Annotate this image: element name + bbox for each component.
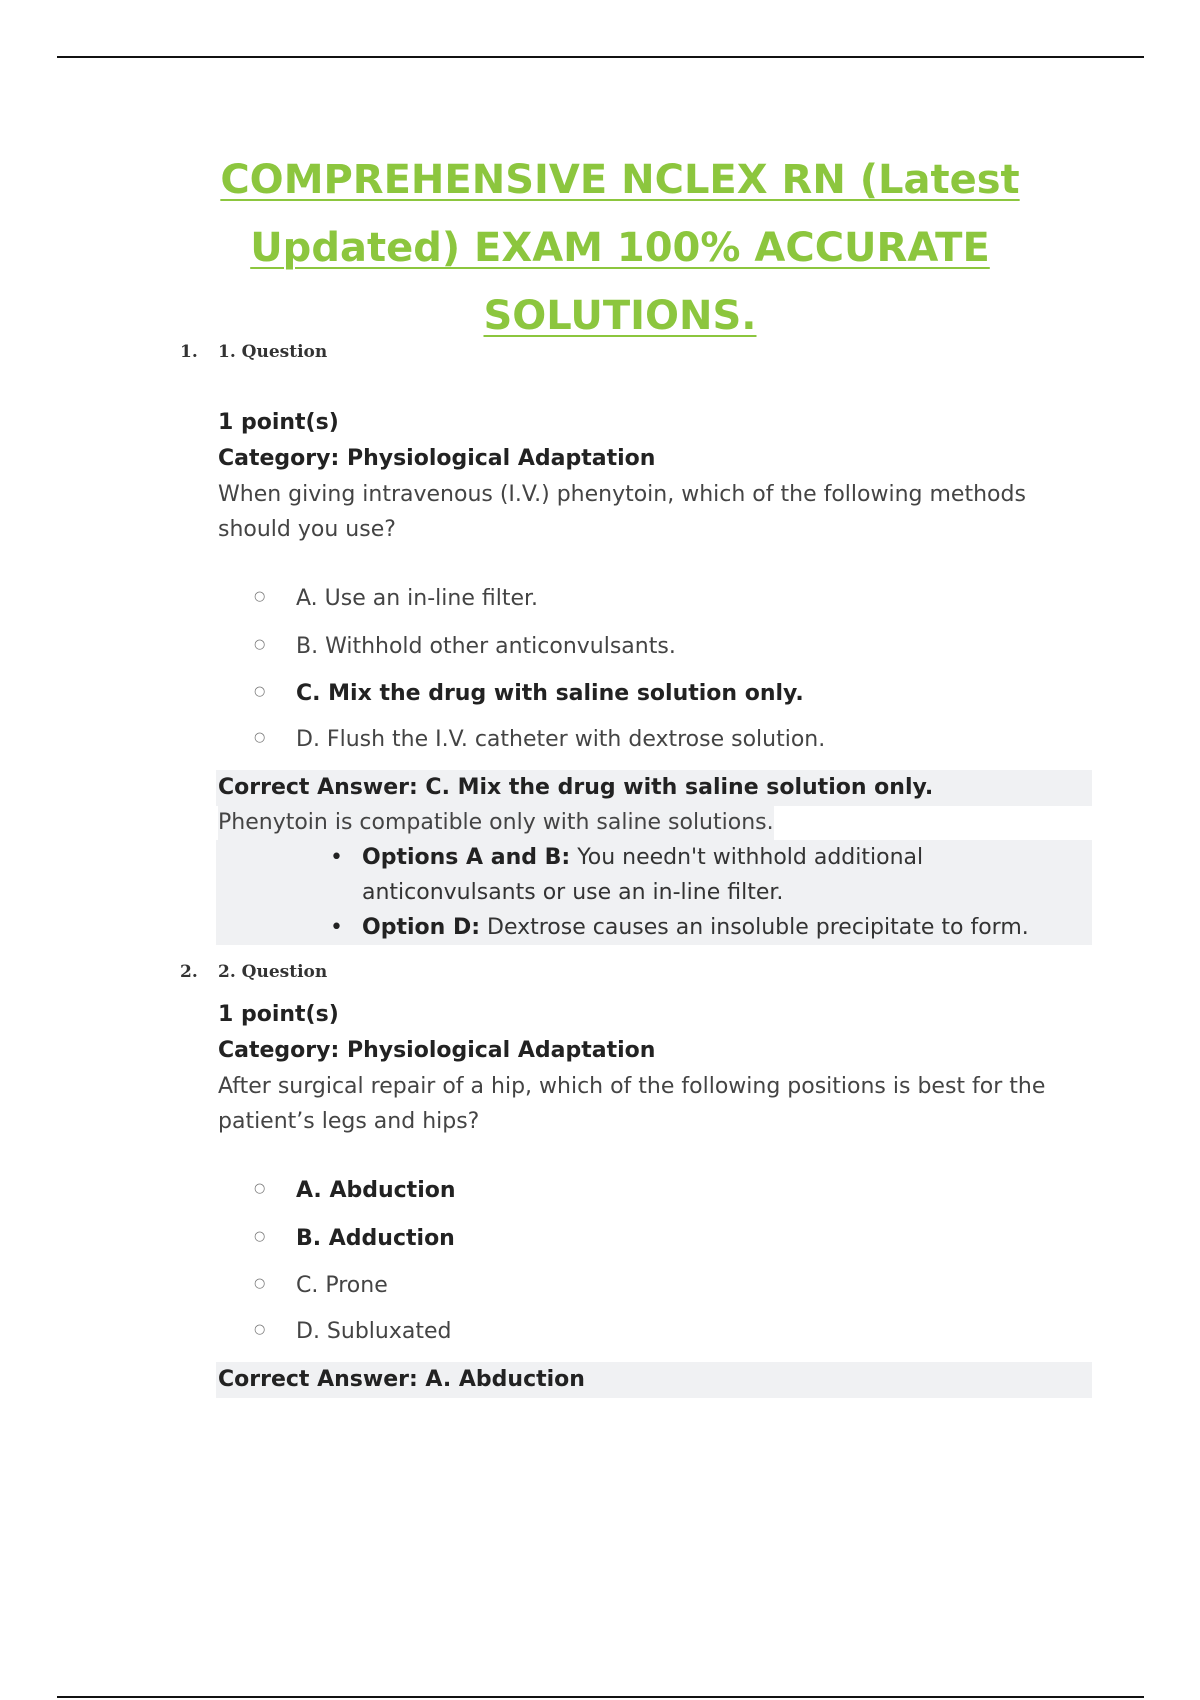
hollow-circle-icon: ○ — [254, 589, 266, 604]
rationale-note: • Options A and B: You needn't withhold additional anticonvulsants or use an in-line filter. — [324, 840, 1092, 910]
answer-option[interactable]: ○ A. Abduction — [254, 1176, 456, 1206]
answer-option[interactable]: ○ C. Prone — [254, 1271, 388, 1301]
question-body — [218, 997, 1093, 1139]
answer-option[interactable]: ○ A. Use an in-line filter. — [254, 584, 538, 614]
question-stem: After surgical repair of a hip, which of the following positions is best for the patient’s legs and hips? — [218, 1074, 1046, 1134]
rationale-row — [216, 806, 1092, 840]
hollow-circle-icon: ○ — [254, 1276, 266, 1291]
hollow-circle-icon: ○ — [254, 1181, 266, 1196]
question-points: 1 point(s) — [218, 1002, 339, 1027]
hollow-circle-icon: ○ — [254, 637, 266, 652]
top-rule — [57, 56, 1144, 58]
answer-option[interactable]: ○ C. Mix the drug with saline solution only. — [254, 679, 804, 709]
question-heading-text: 1. Question — [218, 342, 328, 362]
question-body — [218, 405, 1093, 547]
document-title: COMPREHENSIVE NCLEX RN (Latest Updated) EXAM 100% ACCURATE SOLUTIONS. — [220, 157, 1020, 339]
answer-explanation-box — [216, 1362, 1092, 1398]
answer-option[interactable]: ○ D. Subluxated — [254, 1317, 451, 1347]
question-list-number: 2. — [180, 962, 198, 982]
hollow-circle-icon: ○ — [254, 730, 266, 745]
filled-dot-icon: • — [330, 845, 343, 870]
question-category: Category: Physiological Adaptation — [218, 1038, 656, 1063]
hollow-circle-icon: ○ — [254, 1322, 266, 1337]
hollow-circle-icon: ○ — [254, 1229, 266, 1244]
rationale-note: • Option D: Dextrose causes an insoluble precipitate to form. — [324, 910, 1092, 945]
answer-explanation-box — [216, 770, 1092, 945]
filled-dot-icon: • — [330, 915, 343, 940]
question-heading-text: 2. Question — [218, 962, 328, 982]
hollow-circle-icon: ○ — [254, 684, 266, 699]
rationale-notes — [324, 840, 1092, 945]
question-list-number: 1. — [180, 342, 198, 362]
correct-answer: Correct Answer: C. Mix the drug with saline solution only. — [218, 775, 934, 800]
answer-option[interactable]: ○ D. Flush the I.V. catheter with dextrose solution. — [254, 725, 825, 755]
bottom-rule — [57, 1696, 1144, 1698]
question-category: Category: Physiological Adaptation — [218, 446, 656, 471]
answer-option[interactable]: ○ B. Withhold other anticonvulsants. — [254, 632, 676, 662]
question-heading — [180, 962, 327, 982]
rationale-text: Phenytoin is compatible only with saline solutions. — [218, 806, 774, 840]
answer-option[interactable]: ○ B. Adduction — [254, 1224, 455, 1254]
question-points: 1 point(s) — [218, 410, 339, 435]
correct-answer: Correct Answer: A. Abduction — [218, 1367, 585, 1392]
question-stem: When giving intravenous (I.V.) phenytoin, which of the following methods should you use? — [218, 482, 1026, 542]
question-heading — [180, 342, 327, 362]
